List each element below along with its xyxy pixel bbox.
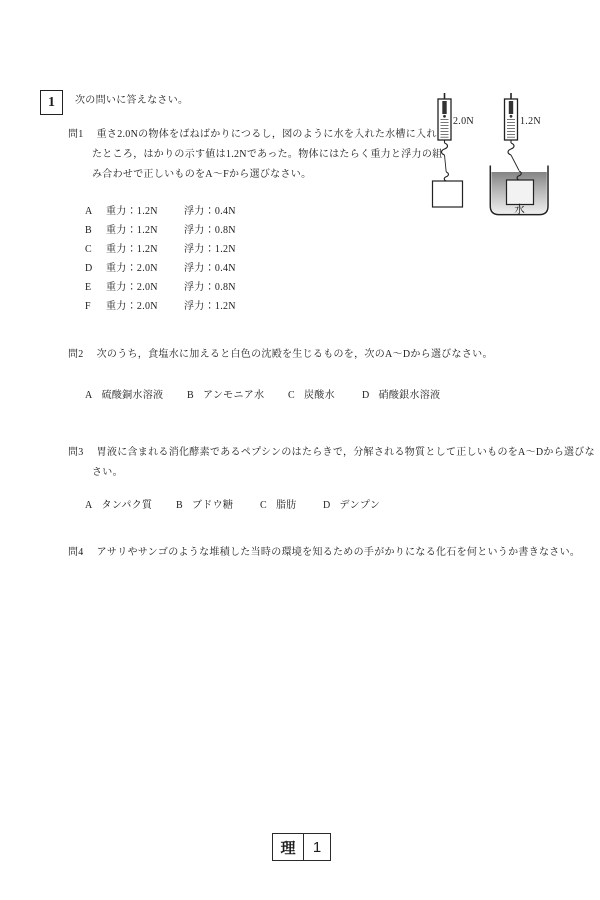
q1-option-e <box>85 281 236 295</box>
q3-label: 問3 <box>68 447 84 458</box>
option-buoyancy: 浮力：0.4N <box>184 206 236 217</box>
option-letter: C <box>85 244 92 255</box>
q2-line: 問2 次のうち，食塩水に加えると白色の沈殿を生じるものを，次のA～Dから選びなさい。 <box>68 349 493 360</box>
option-letter: D <box>85 263 93 274</box>
q1-line3: み合わせで正しいものをA～Fから選びなさい。 <box>92 169 312 180</box>
option-buoyancy: 浮力：1.2N <box>184 244 236 255</box>
q1-option-a <box>85 205 236 219</box>
option-buoyancy: 浮力：0.4N <box>184 263 236 274</box>
submerged-object <box>507 180 534 205</box>
q4-label: 問4 <box>68 547 84 558</box>
q1-option-b <box>85 224 236 238</box>
option-letter: A <box>85 206 93 217</box>
left-spring-scale-icon <box>433 93 463 207</box>
q2-option-c: C 炭酸水 <box>288 390 335 401</box>
q1-option-f <box>85 300 236 314</box>
option-buoyancy: 浮力：1.2N <box>184 301 236 312</box>
footer-subject: 理 <box>273 834 304 860</box>
option-buoyancy: 浮力：0.8N <box>184 225 236 236</box>
option-gravity: 重力：2.0N <box>106 282 158 293</box>
section-number: 1 <box>48 94 55 110</box>
option-gravity: 重力：1.2N <box>106 225 158 236</box>
q2-option-b: B アンモニア水 <box>187 390 265 401</box>
q3-line2: さい。 <box>92 467 123 478</box>
water-label: 水 <box>514 204 525 216</box>
option-gravity: 重力：1.2N <box>106 206 158 217</box>
option-gravity: 重力：2.0N <box>106 263 158 274</box>
q3-line1: 問3 胃液に含まれる消化酵素であるペプシンのはたらきで，分解される物質として正しいものをA～Dから選びな <box>68 447 595 458</box>
footer-page-number: 1 <box>312 838 322 856</box>
q2-option-a: A 硫酸銅水溶液 <box>85 390 164 401</box>
footer-page-box <box>272 833 331 861</box>
section-number-box <box>40 90 63 115</box>
q1-line1: 問1 重さ2.0Nの物体をばねばかりにつるし，図のように水を入れた水槽に入れ <box>68 129 437 140</box>
option-letter: F <box>85 301 91 312</box>
option-buoyancy: 浮力：0.8N <box>184 282 236 293</box>
q3-option-d: D デンプン <box>323 500 381 511</box>
option-letter: B <box>85 225 92 236</box>
water-tank-icon <box>490 166 548 216</box>
q1-option-c <box>85 243 236 257</box>
q2-label: 問2 <box>68 349 84 360</box>
q1-label: 問1 <box>68 129 84 140</box>
q3-option-a: A タンパク質 <box>85 500 153 511</box>
right-spring-scale-icon <box>505 93 520 171</box>
option-gravity: 重力：1.2N <box>106 244 158 255</box>
spring-scale-figure <box>425 88 560 220</box>
option-letter: E <box>85 282 92 293</box>
right-scale-reading: 1.2N <box>520 116 541 127</box>
q3-option-c: C 脂肪 <box>260 500 297 511</box>
q1-line2: たところ，はかりの示す値は1.2Nであった。物体にはたらく重力と浮力の組 <box>92 149 443 160</box>
q1-option-d <box>85 262 236 276</box>
section-instruction: 次の問いに答えなさい。 <box>75 95 189 106</box>
q4-line: 問4 アサリやサンゴのような堆積した当時の環境を知るための手がかりになる化石を何というか書きなさい。 <box>68 547 581 558</box>
q3-option-b: B ブドウ糖 <box>176 500 234 511</box>
q2-option-d: D 硝酸銀水溶液 <box>362 390 441 401</box>
option-gravity: 重力：2.0N <box>106 301 158 312</box>
left-scale-reading: 2.0N <box>453 116 474 127</box>
